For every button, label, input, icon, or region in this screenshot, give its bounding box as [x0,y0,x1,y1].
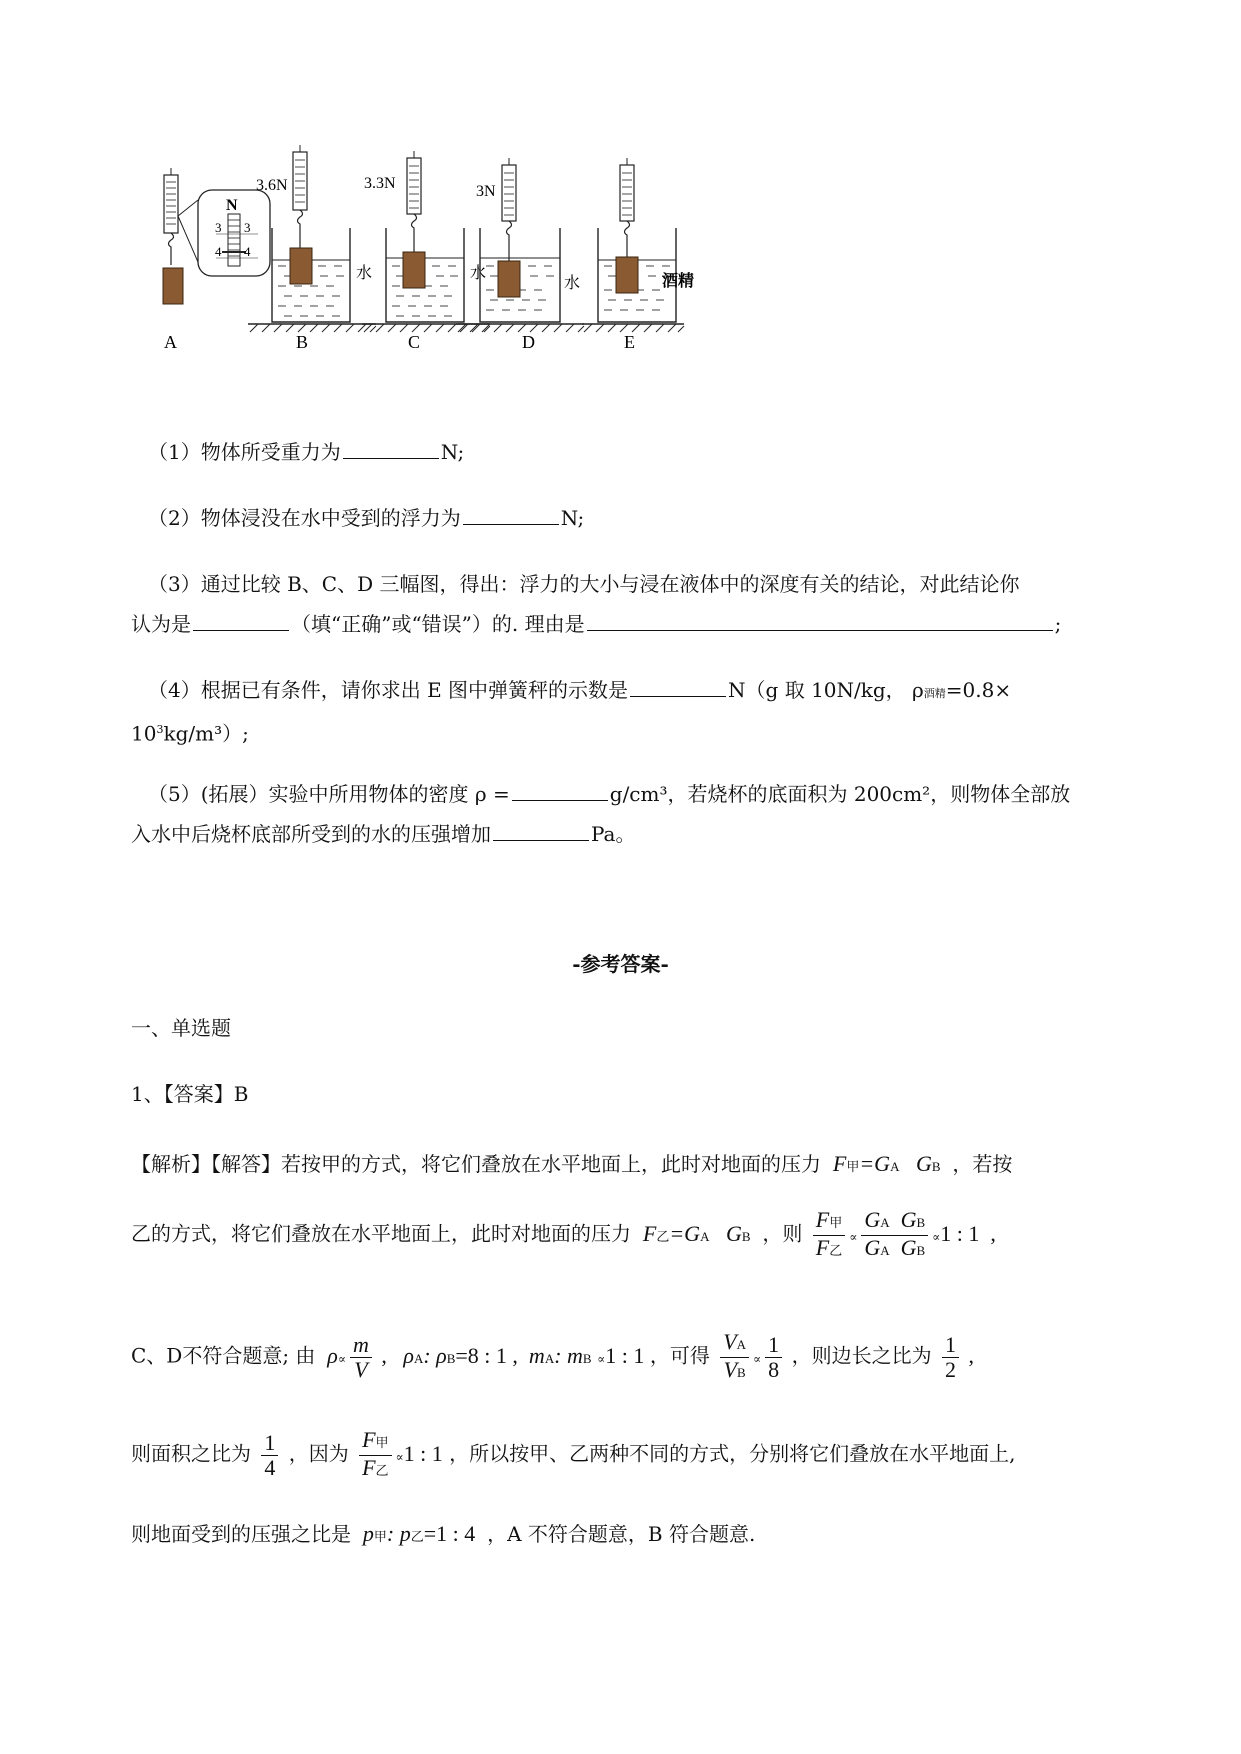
dial-tick: 3 [244,220,251,235]
reading-d: 3N [476,183,496,200]
question-1: （1）物体所受重力为 N; [148,440,465,464]
dial-unit: N [226,197,238,214]
formula: $\frac{1}{4}$ [257,1441,282,1466]
formula: p甲: p乙=1 : 4 [357,1521,476,1546]
analysis-line-1: 【解析】【解答】若按甲的方式，将它们叠放在水平地面上，此时对地面的压力 F甲=GA GB ，若按 [131,1151,1013,1176]
question-2: （2）物体浸没在水中受到的浮力为 N; [148,506,585,530]
answer-item-1: 1、【答案】B [131,1082,249,1106]
question-5-line-2: 入水中后烧杯底部所受到的水的压强增加 Pa。 [131,822,636,846]
label-c: C [408,332,421,352]
answer-blank[interactable] [343,438,439,459]
liquid-c: 水 [470,263,487,282]
analysis-line-2: 乙的方式，将它们叠放在水平地面上，此时对地面的压力 F乙=GA GB ，则 $\frac{\text{F甲}}{\text{F乙}}$ ∝ $\frac{\text{GA GB}}{\text{GA GB}}$ ∝1 : 1 , [131,1207,996,1260]
reading-c: 3.3N [364,175,396,192]
question-3-line-1: （3）通过比较 B、C、D 三幅图，得出：浮力的大小与浸在液体中的深度有关的结论，对此结论你 [148,572,1020,596]
setup-e [582,158,694,352]
analysis-line-3: C、D不符合题意; 由 ρ∝ $\frac{m}{V}$ , ρA: ρB=8 : 1 , mA: mB ∝1 : 1 ，可得 $\frac{VA}{VB}$ ∝ $\frac{1}{8}$ ，则边长之比为 $\frac{1}{2}$ , [131,1329,975,1382]
label-b: B [296,332,309,352]
question-4-line-1: （4）根据已有条件，请你求出 E 图中弹簧秤的示数是 N（g 取 10N/kg， ρ酒精=0.8× [148,678,1012,702]
formula: F甲=GA GB [827,1151,941,1176]
formula: ρ∝ $\frac{m}{V}$ , ρA: ρB=8 : 1 , mA: mB ∝1 : 1 [321,1332,645,1382]
reading-b: 3.6N [256,177,288,194]
formula: $\frac{\text{F甲}}{\text{F乙}}$ ∝1 : 1 [355,1441,443,1466]
formula: F乙=GA GB [637,1220,751,1246]
formula: $\frac{VA}{VB}$ ∝ $\frac{1}{8}$ [716,1343,791,1368]
dial-tick: 4 [244,244,251,259]
formula: $\frac{1}{2}$ , [938,1343,974,1368]
answer-blank[interactable] [630,676,726,697]
answer-blank[interactable] [512,780,608,801]
label-a: A [164,332,177,352]
setup-d [456,158,584,352]
answer-blank[interactable] [463,504,559,525]
question-4-line-2: $10^3kg/m^3$）; [131,721,249,746]
dial-tick: 4 [215,244,222,259]
formula: $\frac{\text{F甲}}{\text{F乙}}$ ∝ $\frac{\text{GA GB}}{\text{GA GB}}$ ∝1 : 1 , [809,1221,996,1246]
answer-blank[interactable] [493,820,589,841]
analysis-line-4: 则面积之比为 $\frac{1}{4}$ ，因为 $\frac{\text{F甲}}{\text{F乙}}$ ∝1 : 1 ，所以按甲、乙两种不同的方式，分别将它们叠放在水平地面上, [131,1427,1016,1480]
dial-tick: 3 [215,220,222,235]
answer-blank[interactable] [193,610,289,631]
question-3-line-2: 认为是 （填“正确”或“错误”）的. 理由是 ; [131,612,1062,636]
section-heading: 一、单选题 [131,1016,231,1040]
liquid-e: 酒精 [662,271,695,290]
liquid-d: 水 [564,273,581,292]
label-d: D [522,332,535,352]
liquid-b: 水 [356,263,373,282]
label-e: E [624,332,635,352]
question-5-line-1: （5）(拓展）实验中所用物体的密度 ρ = g/cm³，若烧杯的底面积为 200cm²，则物体全部放 [148,782,1071,806]
setup-c [362,151,490,352]
buoyancy-experiment-figure [150,140,790,400]
answer-section-title: -参考答案- [572,952,669,976]
reason-blank[interactable] [587,610,1053,631]
analysis-line-5: 则地面受到的压强之比是 p甲: p乙=1 : 4 ，A 不符合题意，B 符合题意. [131,1521,756,1546]
